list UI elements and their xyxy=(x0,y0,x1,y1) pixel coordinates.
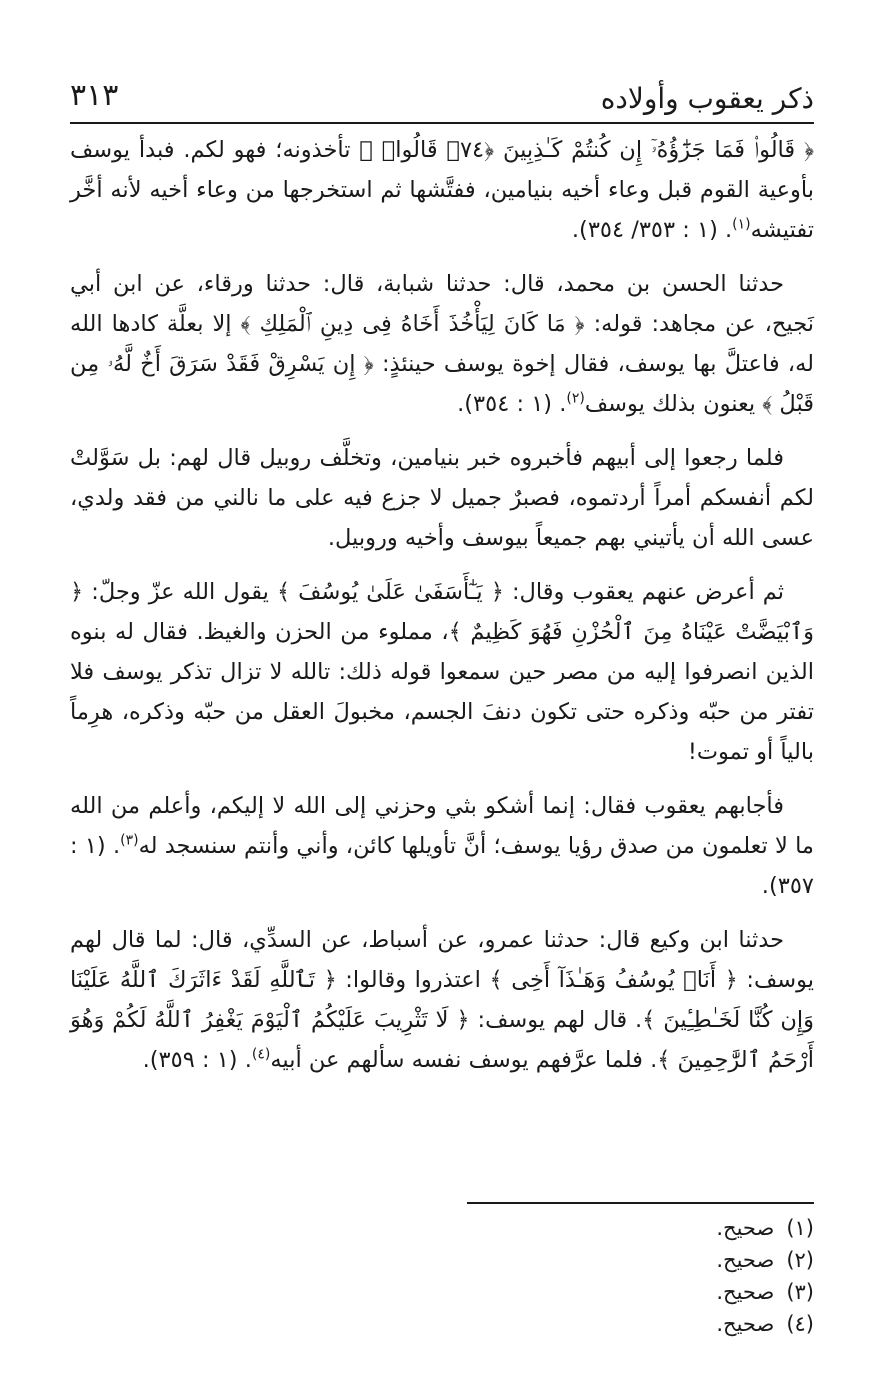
footnote-number: (١) xyxy=(786,1216,814,1240)
paragraph xyxy=(70,438,814,558)
paragraph-text: فلما رجعوا إلى أبيهم فأخبروه خبر بنيامين، وتخلَّف روبيل قال لهم: بل سَوَّلتْ لكم أنفسكم أمراً أردتموه، فصبرٌ جميل لا جزع فيه على ما نالني من فقد ولدي، عسى الله أن يأتيني بهم جميعاً بيوسف وأخيه وروبيل. xyxy=(70,445,814,551)
footnote-reference: (٢) xyxy=(566,390,585,407)
footnote-text: صحيح. xyxy=(716,1312,775,1336)
footnote-reference: (١) xyxy=(732,216,751,233)
citation: . (١ : ٣٥٩). xyxy=(142,1047,252,1073)
footnote-number: (٣) xyxy=(786,1280,814,1304)
paragraph-text: ثم أعرض عنهم يعقوب وقال: ﴿ يَـٰٓأَسَفَىٰ عَلَىٰ يُوسُفَ ﴾ يقول الله عزّ وجلّ: ﴿ وَٱبْيَضَّتْ عَيْنَاهُ مِنَ ٱلْحُزْنِ فَهُوَ كَظِيمٌ ﴾، مملوء من الحزن والغيظ. فقال له بنوه الذين انصرفوا إليه من مصر حين سمعوا قوله ذلك: تالله لا تزال تذكر يوسف فلا تفتر من حبّه وذكره حتى تكون دنفَ الجسم، مخبولَ العقل من حبّه وذكره، هرِماً بالياً أو تموت! xyxy=(70,579,814,765)
paragraph xyxy=(70,786,814,906)
footnote-number: (٢) xyxy=(786,1248,814,1272)
footnote-text: صحيح. xyxy=(716,1280,775,1304)
paragraph-text: حدثنا ابن وكيع قال: حدثنا عمرو، عن أسباط، عن السدِّي، قال: لما قال لهم يوسف: ﴿ أَنَا۠ يُوسُفُ وَهَـٰذَآ أَخِى ﴾ اعتذروا وقالوا: ﴿ تَٱللَّهِ لَقَدْ ءَاثَرَكَ ٱللَّهُ عَلَيْنَا وَإِن كُنَّا لَخَـٰطِـِٔينَ ﴾. قال لهم يوسف: ﴿ لَا تَثْرِيبَ عَلَيْكُمُ ٱلْيَوْمَ يَغْفِرُ ٱللَّهُ لَكُمْ وَهُوَ أَرْحَمُ ٱلرَّٰحِمِينَ ﴾. فلما عرَّفهم يوسف نفسه سألهم عن أبيه xyxy=(70,927,814,1073)
header-divider xyxy=(70,122,814,124)
footnotes xyxy=(414,1212,814,1340)
paragraph xyxy=(70,920,814,1080)
paragraph xyxy=(70,572,814,772)
paragraph-text: ﴿ قَالُوا۟ فَمَا جَزَٰٓؤُهُۥٓ إِن كُنتُمْ كَـٰذِبِينَ ﴿٧٤﴾ قَالُوا۟ ﴾ تأخذونه؛ فهو لكم. فبدأ يوسف بأوعية القوم قبل وعاء أخيه بنيامين، ففتَّشها ثم استخرجها من وعاء أخيه لأنه أخَّر تفتيشه xyxy=(70,137,815,243)
footnote-text: صحيح. xyxy=(716,1248,775,1272)
citation: . (١ : ٣٥٤). xyxy=(457,391,567,417)
page-header xyxy=(70,78,814,122)
footnote-reference: (٤) xyxy=(251,1046,271,1063)
footnote-reference: (٣) xyxy=(120,832,139,849)
footnote-number: (٤) xyxy=(786,1312,814,1336)
page-number: ٣١٣ xyxy=(70,78,119,113)
footnote xyxy=(414,1244,814,1276)
paragraph-text: فأجابهم يعقوب فقال: إنما أشكو بثي وحزني إلى الله لا إليكم، وأعلم من الله ما لا تعلمون من صدق رؤيا يوسف؛ أنَّ تأويلها كائن، وأني وأنتم سنسجد له xyxy=(70,793,814,859)
running-title: ذكر يعقوب وأولاده xyxy=(600,82,814,115)
paragraph xyxy=(70,264,814,424)
footnote xyxy=(414,1276,814,1308)
paragraph-text: حدثنا الحسن بن محمد، قال: حدثنا شبابة، قال: حدثنا ورقاء، عن ابن أبي نَجيح، عن مجاهد: قوله: ﴿ مَا كَانَ لِيَأْخُذَ أَخَاهُ فِى دِينِ ٱلْمَلِكِ ﴾ إلا بعلَّة كادها الله له، فاعتلَّ بها يوسف، فقال إخوة يوسف حينئذٍ: ﴿ إِن يَسْرِقْ فَقَدْ سَرَقَ أَخٌ لَّهُۥ مِن قَبْلُ ﴾ يعنون بذلك يوسف xyxy=(70,271,814,417)
footnote xyxy=(414,1212,814,1244)
main-text xyxy=(70,130,814,1094)
footnote-divider xyxy=(467,1202,814,1204)
footnote xyxy=(414,1308,814,1340)
citation: . (١ : ٣٥٧). xyxy=(70,833,814,899)
paragraph xyxy=(70,130,814,250)
footnote-text: صحيح. xyxy=(716,1216,775,1240)
citation: . (١ : ٣٥٣/ ٣٥٤). xyxy=(571,217,733,243)
